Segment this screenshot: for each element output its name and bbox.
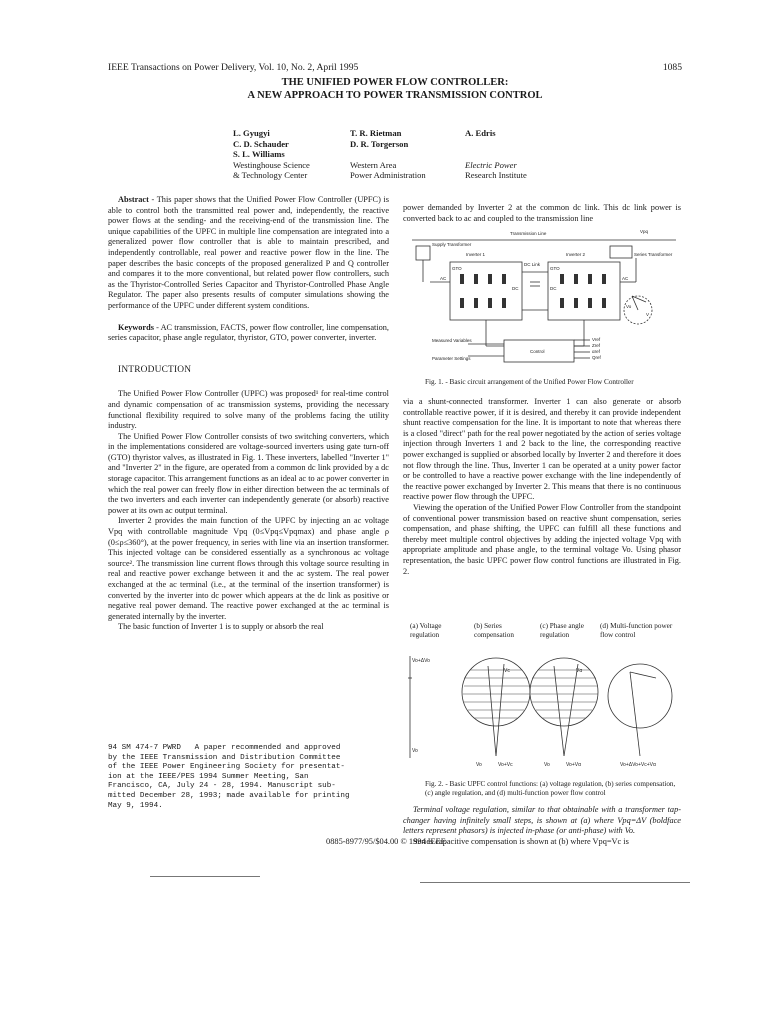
phasor-circle-d	[608, 664, 672, 728]
label-parameter-settings: Parameter Settings	[432, 356, 471, 361]
fig2-label-d: (d) Multi-function power flow control	[600, 622, 673, 639]
label-v: V	[646, 312, 650, 317]
author-name: S. L. Williams	[233, 149, 285, 160]
author-block-3	[465, 128, 565, 181]
fig2-label-a: (a) Voltage regulation	[410, 622, 442, 639]
supply-transformer	[416, 246, 430, 260]
paragraph: Series capacitive compensation is shown at (b) where Vpq=Vc is	[413, 836, 629, 846]
label-measured-variables: Measured Variables	[432, 338, 472, 343]
label-vo: Vo	[626, 304, 632, 309]
phasor-circle-b	[462, 658, 530, 726]
author-name: D. R. Torgerson	[350, 138, 409, 149]
affiliation: & Technology Center	[233, 170, 308, 181]
paragraph: Terminal voltage regulation, similar to that obtainable with a transformer tap-changer having infinitely small steps, is shown at (a) where Vpq=ΔV (boldface letters represent phasors) is injected in-phase (or anti-phase) with Vo.	[403, 805, 681, 836]
author-name: T. R. Rietman	[350, 128, 402, 138]
fig1-caption: Fig. 1. - Basic circuit arrangement of the Unified Power Flow Controller	[425, 378, 634, 386]
fig2-label-b: (b) Series compensation	[474, 622, 514, 639]
affiliation: Research Institute	[465, 170, 527, 181]
label-supply-transformer: Supply Transformer	[432, 242, 472, 247]
right-column-top	[403, 203, 681, 224]
label-control: Control	[530, 349, 545, 354]
title-line-1: THE UNIFIED POWER FLOW CONTROLLER:	[281, 77, 509, 88]
intro-paragraph: The Unified Power Flow Controller (UPFC) was proposed¹ for real-time control and dynamic compensation of ac transmission systems, providing the necessary functional flexibility required to solve many of the problems facing the utility industry.	[108, 389, 389, 431]
author-block-1	[233, 128, 333, 181]
intro-paragraph: The basic function of Inverter 1 is to supply or absorb the real	[118, 622, 324, 632]
author-name: L. Gyugyi	[233, 128, 270, 138]
journal-line: IEEE Transactions on Power Delivery, Vol. 10, No. 2, April 1995	[108, 62, 359, 73]
section-heading: INTRODUCTION	[118, 364, 192, 375]
intro-paragraph: Inverter 2 provides the main function of the UPFC by injecting an ac voltage Vpq with controllable magnitude Vpq (0≤Vpq≤Vpqmax) and phase angle ρ (0≤ρ≤360°), at the power frequency, in series with line via an insertion transformer. This injected voltage can be considered essentially as a synchronous ac voltage source². The transmission line current flows through this voltage source resulting in real and reactive power exchange between it and the ac system. The real power exchanged at the ac terminal (i.e., at the terminal of the insertion transformer) is converted by the inverter into dc power which appears at the dc link as positive or negative real power demand. The reactive power exchanged at the ac terminal is generated internally by the inverter.	[108, 516, 389, 621]
affiliation: Westinghouse Science	[233, 159, 310, 170]
label-ac-2: AC	[622, 276, 629, 281]
fig2-phasor-diagrams	[404, 648, 684, 773]
label-ac-1: AC	[440, 276, 447, 281]
phasor-circle-c	[530, 658, 598, 726]
abstract-label: Abstract	[118, 195, 149, 204]
label-vref: Vref	[592, 337, 601, 342]
phasor-label: Vo+ΔVo+Vc+Vα	[620, 762, 656, 768]
phasor-label: Vα	[576, 668, 583, 674]
affiliation: Power Administration	[350, 170, 426, 181]
scan-rule	[150, 876, 260, 877]
label-vpq: Vpq	[640, 229, 649, 234]
series-transformer	[610, 246, 632, 258]
affiliation: Electric Power	[465, 159, 517, 170]
phasor-label: Vo+ΔVo	[412, 658, 430, 664]
author-name: C. D. Schauder	[233, 138, 289, 149]
author-name: A. Edris	[465, 128, 496, 138]
right-column-middle	[403, 397, 681, 577]
paper-title	[108, 76, 682, 102]
fig2-caption: Fig. 2. - Basic UPFC control functions: (a) voltage regulation, (b) series compensation, (c) angle regulation, and (d) multi-function power flow control	[425, 780, 676, 797]
label-dc-2: DC	[550, 286, 557, 291]
phasor-label: Vo+Vc	[498, 762, 513, 768]
label-gto-1: GTO	[452, 266, 462, 271]
phasor-label: Vo	[476, 762, 482, 768]
phasor-label: Vo	[544, 762, 550, 768]
fig2-panel-labels	[410, 622, 682, 642]
title-line-2: A NEW APPROACH TO POWER TRANSMISSION CONTROL	[247, 90, 543, 101]
scan-rule	[420, 882, 690, 883]
label-aref: αref	[592, 349, 600, 354]
running-header	[108, 62, 682, 73]
paragraph: power demanded by Inverter 2 at the common dc link. This dc link power is converted back to ac and coupled to the transmission line	[403, 203, 681, 223]
keywords-label: Keywords	[118, 322, 154, 332]
keywords	[108, 323, 389, 344]
intro-paragraph: The Unified Power Flow Controller consists of two switching converters, which in the implementations considered are voltage-sourced inverters using gate turn-off (GTO) thyristor valves, as illustrated in Fig. 1. These inverters, labelled "Inverter 1" and "Inverter 2" in the figure, are operated from a common dc link provided by a dc storage capacitor. This arrangement functions as an ideal ac to ac power converter in which the real power can freely flow in either direction between the ac terminals of the two inverters and each inverter can independently generate (or absorb) reactive power at its own ac output terminal.	[108, 431, 389, 515]
paragraph: Viewing the operation of the Unified Power Flow Controller from the standpoint of conventional power transmission based on reactive shunt compensation, series compensation, and phase shifting, the UPFC can fulfill all these functions and thereby meet multiple control objectives by adding the injected voltage Vpq with appropriate amplitude and phase angle, to the terminal voltage Vo. Using phasor representation, the basic UPFC power flow control functions are illustrated in Fig. 2.	[403, 502, 681, 576]
label-inverter-2: Inverter 2	[566, 252, 586, 257]
page-number: 1085	[662, 62, 682, 73]
label-transmission-line: Transmission Line	[510, 231, 547, 236]
phasor-label: Vo+Vα	[566, 762, 581, 768]
footnote: 94 SM 474-7 PWRD A paper recommended and approved by the IEEE Transmission and Distribution Committee of the IEEE Power Engineering Society for presentat- ion at the IEEE/PES 1994 Summer Meeting, San Francisco, CA, July 24 - 28, 1994. Manuscript sub- mitted December 28, 1993; made available for printing May 9, 1994.	[108, 744, 350, 810]
phasor-label: Vc	[504, 668, 510, 674]
abstract	[108, 195, 389, 312]
copyright-line: 0885-8977/95/$04.00 © 1994 IEEE	[326, 837, 446, 846]
label-zref: Zref	[592, 343, 601, 348]
fig1-circuit-diagram	[410, 226, 678, 372]
label-inverter-1: Inverter 1	[466, 252, 486, 257]
affiliation: Western Area	[350, 159, 397, 170]
keywords-text: - AC transmission, FACTS, power flow controller, line compensation, series capacitor, phase angle regulator, thyristor, GTO, power converter, inverter.	[108, 322, 389, 343]
fig2-label-c: (c) Phase angle regulation	[540, 622, 584, 639]
author-block-2	[350, 128, 450, 181]
label-gto-2: GTO	[550, 266, 560, 271]
label-series-transformer: Series Transformer	[634, 252, 673, 257]
label-qref: Qref	[592, 355, 601, 360]
left-column	[108, 195, 389, 633]
abstract-text: - This paper shows that the Unified Power Flow Controller (UPFC) is able to control both the transmitted real power and, independently, the reactive power flows at the sending- and the receiving-end of the transmission line. The unique capabilities of the UPFC in multiple line compensation are integrated into a generalized power flow controller that is able to maintain prescribed, and independently controllable, real power and reactive power flow in the line. The paper describes the basic concepts of the proposed generalized P and Q controller and compares it to the more conventional, but related power flow controllers, such as the Thyristor-Controlled Series Capacitor and Thyristor-Controlled Phase Angle Regulator. The paper also presents results of computer simulations showing the performance of the UPFC under different system conditions.	[108, 195, 389, 310]
phasor-label: Vo	[412, 748, 418, 754]
label-dc-link: DC Link	[524, 262, 541, 267]
label-dc-1: DC	[512, 286, 519, 291]
paragraph: via a shunt-connected transformer. Inverter 1 can also generate or absorb controllable reactive power, if it is desired, and thereby it can provide independent shunt reactive compensation for the line. It is important to note that whereas there is a closed "direct" path for the real power negotiated by the action of series voltage injection through Inverters 1 and 2 back to the line, the corresponding reactive power exchanged is supplied or absorbed locally by Inverter 2 and therefore it does not flow through the line. Thus, Inverter 1 can be operated at a unity power factor or be controlled to have a reactive power exchange with the line independently of the reactive power exchanged by Inverter 2. This means that there is no continuous reactive power flow through the UPFC.	[403, 397, 681, 502]
